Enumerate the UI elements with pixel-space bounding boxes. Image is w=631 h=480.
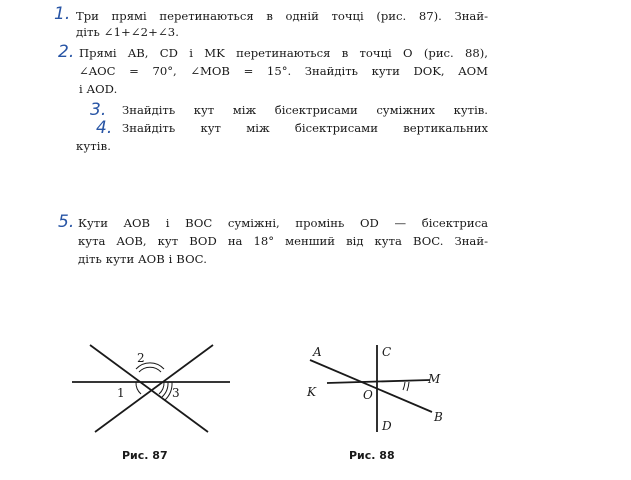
fig87-label-2: 2 — [137, 351, 145, 365]
problem-2-line-1: Прямі AB, CD і MK перетинаються в точці O (рис. 88), — [79, 46, 488, 60]
fig88-label-c: C — [382, 345, 392, 359]
fig87-label-3: 3 — [172, 386, 180, 400]
fig88-label-m: M — [428, 372, 441, 386]
problem-5-line-1: Кути AOB і BOC суміжні, промінь OD — бісектриса — [78, 216, 488, 230]
problem-1-line-1: Три прямі перетинаються в одній точці (рис. 87). Знай- — [76, 9, 488, 23]
fig88-arc-mob-a — [403, 382, 405, 390]
problem-3-number: 3. — [90, 100, 107, 120]
problem-5-number: 5. — [58, 212, 75, 232]
fig87-line-descending — [90, 345, 208, 432]
fig88-line-ab — [310, 360, 432, 412]
fig87-arc-1 — [136, 382, 141, 394]
fig87-arc-2b — [139, 367, 161, 372]
figure-87 — [72, 345, 230, 432]
problem-1-number: 1. — [54, 4, 71, 24]
problem-1-line-2: діть ∠1+∠2+∠3. — [76, 25, 180, 39]
problem-4-line-2: кутів. — [76, 139, 112, 153]
fig88-label-d: D — [382, 419, 392, 433]
problem-2-line-3: і AOD. — [79, 82, 118, 96]
problem-2-line-2: ∠AOC = 70°, ∠MOB = 15°. Знайдіть кути DOK, AOM — [79, 64, 488, 78]
fig88-label-a: A — [313, 345, 322, 359]
problem-2-number: 2. — [58, 42, 75, 62]
fig88-line-km — [327, 380, 430, 383]
figure-88-caption: Рис. 88 — [349, 449, 395, 462]
problem-5-line-2: кута AOB, кут BOD на 18° менший від кута BOC. Знай- — [78, 234, 488, 248]
fig88-label-o: O — [363, 388, 373, 402]
problem-5-line-3: діть кути AOB і BOC. — [78, 252, 208, 266]
figure-87-caption: Рис. 87 — [122, 449, 168, 462]
fig88-arc-mob-b — [407, 382, 409, 391]
problem-4-line-1: Знайдіть кут між бісектрисами вертикальних — [122, 121, 488, 135]
problem-4-number: 4. — [96, 118, 113, 138]
fig88-label-b: B — [434, 410, 443, 424]
problem-3-line-1: Знайдіть кут між бісектрисами суміжних кутів. — [122, 103, 488, 117]
fig87-line-ascending — [95, 345, 213, 432]
fig87-label-1: 1 — [117, 386, 125, 400]
fig88-label-k: K — [307, 385, 316, 399]
